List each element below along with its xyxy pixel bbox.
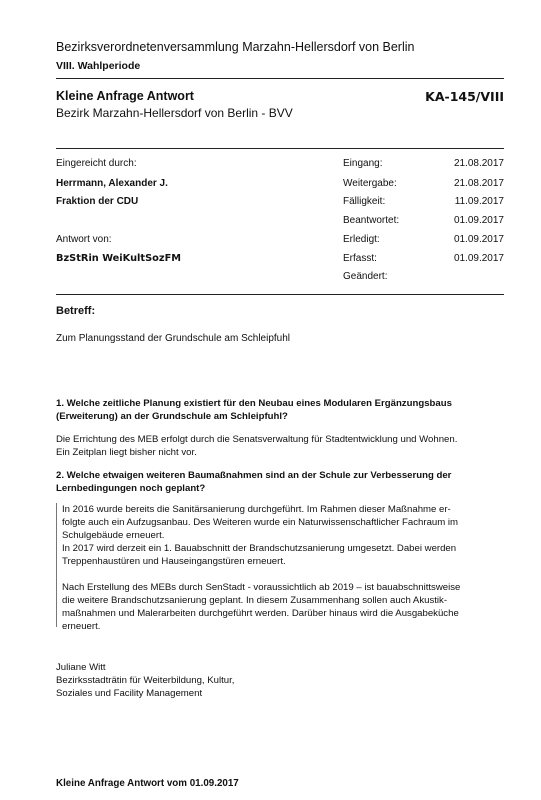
date-label-changed: Geändert: [343, 271, 388, 282]
period: VIII. Wahlperiode [56, 60, 141, 72]
date-label-answered: Beantwortet: [343, 215, 400, 226]
date-value-due: 11.09.2017 [454, 196, 504, 207]
answer-2 [56, 503, 508, 632]
date-value-recorded: 01.09.2017 [453, 253, 504, 264]
answer-2-spacer [62, 568, 508, 581]
subject-text: Zum Planungsstand der Grundschule am Schleipfuhl [56, 333, 291, 344]
answer-by-label: Antwort von: [56, 234, 112, 245]
answer-2-line: In 2017 wird derzeit ein 1. Bauabschnitt der Brandschutzsanierung umgesetzt. Dabei werden [62, 543, 457, 554]
answer-2-line: Schulgebäude erneuert. [62, 530, 165, 541]
submitted-by-label: Eingereicht durch: [56, 158, 137, 169]
answer-2-line: folgte auch ein Aufzugsanbau. Des Weiteren wurde ein Naturwissenschaftlicher Fachraum im [62, 517, 459, 528]
answer-1-line: Ein Zeitplan liegt bisher nicht vor. [56, 447, 197, 458]
divider [56, 148, 504, 149]
date-label-forwarded: Weitergabe: [343, 178, 397, 189]
submitter-name: Herrmann, Alexander J. [56, 178, 168, 189]
answer-2-line: maßnahmen und Malerarbeiten durchgeführt werden. Darüber hinaus wird die Ausgabeküche [62, 608, 459, 619]
answer-1-line: Die Errichtung des MEB erfolgt durch die Senatsverwaltung für Stadtentwicklung und Wohnen. [56, 434, 458, 445]
answer-1 [56, 433, 504, 459]
question-2-line: Lernbedingungen noch geplant? [56, 483, 206, 494]
divider [56, 294, 504, 295]
institution-name: Bezirksverordnetenversammlung Marzahn-Hellersdorf von Berlin [56, 40, 415, 54]
answerer: BzStRin WeiKultSozFM [56, 253, 182, 264]
question-2-line: 2. Welche etwaigen weiteren Baumaßnahmen sind an der Schule zur Verbesserung der [56, 470, 452, 481]
answer-2-line: Nach Erstellung des MEBs durch SenStadt - voraussichtlich ab 2019 – ist bauabschnittsweise [62, 582, 461, 593]
question-1-line: (Erweiterung) an der Grundschule am Schleipfuhl? [56, 411, 288, 422]
date-value-received: 21.08.2017 [453, 158, 504, 169]
document-number: KA-145/VIII [425, 89, 504, 104]
answer-2-line: In 2016 wurde bereits die Sanitärsanierung durchgeführt. Im Rahmen dieser Maßnahme er- [62, 504, 451, 515]
divider [56, 78, 504, 79]
date-label-recorded: Erfasst: [343, 253, 377, 264]
answer-2-line: erneuert. [62, 621, 101, 632]
signatory-title: Bezirksstadträtin für Weiterbildung, Kultur, [56, 675, 235, 686]
date-value-completed: 01.09.2017 [453, 234, 504, 245]
footer-text: Kleine Anfrage Antwort vom 01.09.2017 [56, 778, 239, 789]
submitter-party: Fraktion der CDU [56, 196, 139, 207]
signature [56, 661, 504, 700]
date-label-due: Fälligkeit: [343, 196, 386, 207]
date-value-forwarded: 21.08.2017 [453, 178, 504, 189]
document-type: Kleine Anfrage Antwort [56, 89, 194, 103]
question-1-line: 1. Welche zeitliche Planung existiert für den Neubau eines Modularen Ergänzungsbaus [56, 398, 452, 409]
answer-2-line: Treppenhaustüren und Hauseingangstüren erneuert. [62, 556, 286, 567]
date-label-completed: Erledigt: [343, 234, 380, 245]
date-value-answered: 01.09.2017 [453, 215, 504, 226]
authority: Bezirk Marzahn-Hellersdorf von Berlin - BVV [56, 106, 293, 120]
answer-2-line: die weitere Brandschutzsanierung geplant. In diesem Zusammenhang sollen auch Akustik- [62, 595, 448, 606]
date-label-received: Eingang: [343, 158, 383, 169]
question-1 [56, 397, 504, 423]
subject-label: Betreff: [56, 305, 96, 317]
signatory-title: Soziales und Facility Management [56, 688, 203, 699]
signatory-name: Juliane Witt [56, 662, 106, 673]
question-2 [56, 469, 504, 495]
